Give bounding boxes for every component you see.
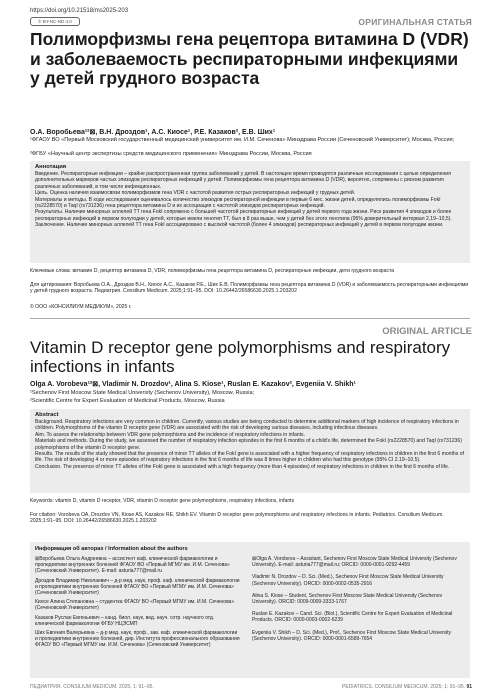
page-number: 91 (466, 684, 472, 690)
abstract-ru-aim: Цель. Оценка наличия взаимосвязи полиморфизмов гена VDR с частотой развития острых респираторных инфекций у грудных детей. (35, 190, 356, 197)
author-info-ru-item: Киосе Алина Степановна – студентка ФГАОУ ВО «Первый МГМУ им. И.М. Сеченова» (Сеченовский Университет) (35, 599, 235, 612)
keywords-en: Keywords: vitamin D, vitamin D receptor, VDR, vitamin D receptor gene polymorphisms, respiratory infections, infants (30, 498, 295, 504)
author-info-ru-item: ⊠Воробьева Ольга Андреевна – ассистент каф. клинической фармакологии и пропедевтики внутренних болезней ФГАОУ ВО «Первый МГМУ им. И.М. Сеченова» (Сеченовский Университет). E-mail: asturia777@mail.ru (35, 556, 230, 575)
author-info-heading: Информация об авторах / Information about the authors (35, 546, 188, 552)
author-info-en-item: Alina S. Kiose – Student, Sechenov First Moscow State Medical University (Sechenov University). ORCID: 0009-0009-3333-1767 (252, 592, 443, 606)
author-info-en-item: Vladimir N. Drozdov – D. Sci. (Med.), Sechenov First Moscow State Medical University (Sechenov University). ORCID: 0000-0002-0535-2916 (252, 574, 444, 587)
author-info-ru-item: Дроздов Владимир Николаевич – д-р мед. наук, проф. каф. клинической фармакологии и пропедевтики внутренних болезней ФГАОУ ВО «Первый МГМУ им. И.М. Сеченова» (Сеченовский Университет) (35, 577, 240, 597)
citation-ru: Для цитирования: Воробьева О.А., Дроздов В.Н., Киосе А.С., Казаков Р.Е., Ших Е.В. Полиморфизмы гена рецептора витамина D (VDR) и заболеваемость респираторными инфекциями у детей грудного возраста. Педиатрия. Consilium Medicum. 2025;1:91–95. DOI: 10.26442/26586630.2025.1.203202 (30, 282, 469, 295)
author-info-en (252, 556, 464, 642)
abstract-en-background: Background. Respiratory infections are very common in children. Currently, various studies are being conducted to determine additional markers of high incidence of respiratory infections in children. Polymorphisms of the vitamin D receptor gene (VDR) are associated with the risk of developing various diseases, including infectious diseases. (35, 419, 459, 432)
abstract-ru-conclusion: Заключение. Наличие минорных аллелей TT гена FokI ассоциировано с высокой частотой (более 4 эпизодов) респираторных инфекций у детей в первом полугодии жизни. (35, 222, 444, 229)
affiliation-en-2: ²Scientific Centre for Expert Evaluation of Medicinal Products, Moscow, Russia (30, 398, 225, 404)
title-ru: Полиморфизмы гена рецептора витамина D (VDR) и заболеваемость респираторными инфекциями у детей грудного возраста (30, 29, 469, 88)
article-type-ru: ОРИГИНАЛЬНАЯ СТАТЬЯ (358, 17, 472, 27)
affiliation-ru-1: ¹ФГАОУ ВО «Первый Московский государственный медицинский университет им. И.М. Сеченова» Минздрава России (Сеченовский Университет); Москва, Россия; (30, 137, 455, 143)
license-badge: © BY-NC-ND 4.0 (30, 17, 80, 26)
abstract-en-methods: Materials and methods. During the study, we assessed the number of respiratory infection episodes in the first 6 months of a child's life, determined the FokI (rs2228570) and TaqI (rs731236) polymorphisms of the vitamin D receptor gene. (35, 438, 462, 451)
abstract-ru-intro: Введение. Респираторные инфекции – крайне распространенная группа заболеваний у детей. В настоящее время проводятся различные исследования с целью определения дополнительных маркеров частых эпизодов респираторных инфекций у детей. Полиморфизмы гена рецептора витамина D (VDR), вероятно, сопряжены с риском развития различных заболеваний, в том числе инфекционных. (35, 171, 451, 190)
doi-link[interactable]: https://doi.org/10.21518/ms2025-203 (30, 8, 129, 14)
footer-journal-ru: ПЕДИАТРИЯ. CONSILIUM MEDICUM. 2025; 1: 91–95. (30, 684, 154, 690)
article-type-en: ORIGINAL ARTICLE (382, 326, 472, 337)
footer-journal-en-text: PEDIATRICS. CONSILIUM MEDICUM. 2025; 1: 91–95. (342, 684, 466, 690)
title-en: Vitamin D receptor gene polymorphisms and respiratory infections in infants (30, 338, 451, 376)
authors-ru: О.А. Воробьева¹²⊠, В.Н. Дроздов¹, А.С. Киосе¹, Р.Е. Казаков², Е.В. Ших¹ (30, 129, 276, 136)
keywords-ru: Ключевые слова: витамин D, рецептор витамина D, VDR, полиморфизмы гена рецептора витамина D, респираторные инфекции, дети грудного возраста (30, 268, 395, 274)
author-info-ru (35, 556, 240, 649)
footer-journal-en (342, 684, 472, 690)
author-info-en-item: Ruslan E. Kazakov – Cand. Sci. (Biol.), Scientific Centre for Expert Evaluation of Medicinal Products. ORCID: 0000-0003-0002-6239 (252, 611, 453, 624)
abstract-ru (30, 161, 470, 263)
affiliation-en-1: ¹Sechenov First Moscow State Medical University (Sechenov University), Moscow, Russia; (30, 390, 255, 396)
abstract-en-results: Results. The results of the study showed that the presence of minor TT alleles of the FokI gene is associated with a higher frequency of respiratory infections in children in the first 6 months of life. The risk of developing 4 or more episodes of respiratory infections in the first 6 months of life was 8 times higher in children who had this genotype (95% CI 2.19–10.5). (35, 451, 464, 464)
abstract-ru-results: Результаты. Наличие минорных аллелей TT гена FokI сопряжено с большей частотой респираторных инфекций у детей первого года жизни. Риск развития 4 эпизодов и более респираторных инфекций в первом полугодии у детей, которые имели генотип ТТ, был в 8 раз выше, чем у детей без этого генотипа (95% доверительный интервал 2,19–10,5). (35, 209, 452, 222)
abstract-ru-heading: Аннотация (35, 164, 67, 170)
copyright-ru: © ООО «КОНСИЛИУМ МЕДИКУМ», 2025 г. (30, 304, 132, 310)
authors-en: Olga A. Vorobeva¹²⊠, Vladimir N. Drozdov¹, Alina S. Kiose¹, Ruslan E. Kazakov², Evgeniia V. Shikh¹ (30, 381, 356, 388)
citation-en: For citation: Vorobeva OA, Drozdov VN, Kiose AS, Kazakov RE, Shikh EV. Vitamin D receptor gene polymorphisms and respiratory infections in infants. Pediatrics. Consilium Medicum. 2025;1:91–95. DOI: 10.26442/26586630.2025.1.203202 (30, 512, 444, 525)
abstract-ru-methods: Материалы и методы. В ходе исследования оценивалось количество эпизодов респираторной инфекции в первые 6 мес. жизни детей, определялись полиморфизмы FokI (rs2228570) и TaqI (rs731236) гена рецептора витамина D и их ассоциация с частотой эпизодов респираторных инфекций. (35, 196, 441, 210)
author-info-ru-item: Ших Евгения Валерьевна – д-р мед. наук, проф., зав. каф. клинической фармакологии и пропедевтики внутренних болезней, дир. Института профессионального образования ФГАОУ ВО «Первый МГМУ им. И.М. Сеченова» (Сеченовский Университет) (35, 630, 240, 649)
affiliation-ru-2: ²ФГБУ «Научный центр экспертизы средств медицинского применения» Минздрава России, Москва, Россия (30, 151, 312, 157)
abstract-en-conclusion: Conclusion. The presence of minor TT alleles of the FokI gene is associated with a high frequency (more than 4 episodes) of respiratory infections in children in the first 6 months of life. (35, 463, 450, 470)
abstract-en (30, 409, 470, 493)
author-info-en-item: Evgeniia V. Shikh – D. Sci. (Med.), Prof., Sechenov First Moscow State Medical University (Sechenov University). ORCID: 0000-0001-6589-7654 (252, 629, 452, 642)
author-info-en-item: ⊠Olga A. Vorobeva – Assistant, Sechenov First Moscow State Medical University (Sechenov University). E-mail: asturia777@mail.ru; ORCID: 0000-0001-9292-4459 (252, 556, 457, 569)
abstract-en-aim: Aim. To assess the relationship between VDR gene polymorphisms and the incidence of respiratory infections in infants. (35, 431, 306, 438)
author-info-ru-item: Казаков Руслан Евгеньевич – канд. биол. наук, вед. науч. сотр. научного отд. клинической фармакологии ФГБУ НЦЭСМП (35, 614, 215, 627)
section-divider (30, 318, 470, 319)
abstract-en-heading: Abstract (35, 412, 59, 418)
